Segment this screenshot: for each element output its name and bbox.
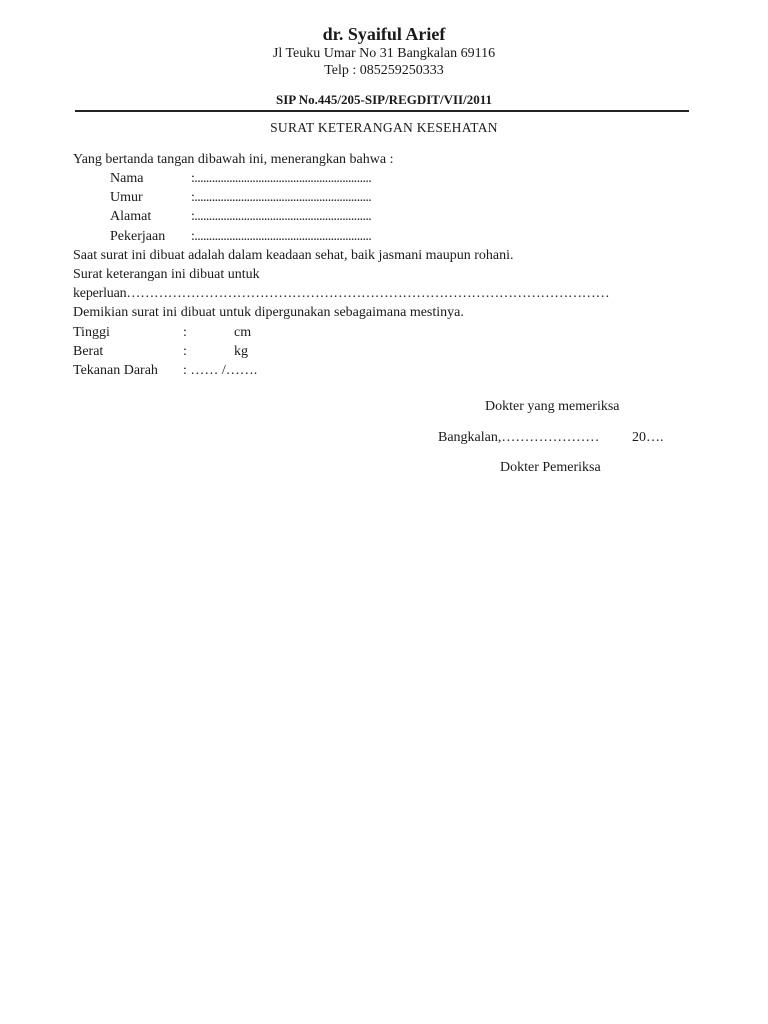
field-label: Umur	[110, 190, 143, 205]
weight-label: Berat	[73, 344, 104, 359]
weight-unit: kg	[234, 344, 248, 359]
signature-title: Dokter Pemeriksa	[500, 460, 601, 475]
field-label: Pekerjaan	[110, 229, 166, 244]
health-statement: Saat surat ini dibuat adalah dalam keadaan sehat, baik jasmani maupun rohani.	[73, 248, 514, 263]
height-unit: cm	[234, 325, 252, 340]
height-label: Tinggi	[73, 325, 110, 340]
bp-blank: : …… /…….	[183, 363, 258, 378]
bp-label: Tekanan Darah	[73, 363, 158, 378]
intro-text: Yang bertanda tangan dibawah ini, menerangkan bahwa :	[73, 152, 394, 167]
license-number: SIP No.445/205-SIP/REGDIT/VII/2011	[276, 92, 492, 107]
field-blank: :.............................................................	[191, 171, 372, 186]
examiner-label: Dokter yang memeriksa	[485, 399, 620, 414]
purpose-text: Surat keterangan ini dibuat untuk	[73, 267, 260, 282]
clinic-address: Jl Teuku Umar No 31 Bangkalan 69116	[272, 46, 496, 61]
field-label: Alamat	[110, 209, 152, 224]
weight-colon: :	[183, 344, 187, 359]
date-place: Bangkalan,…………………	[438, 430, 600, 445]
height-colon: :	[183, 325, 187, 340]
field-label: Nama	[110, 171, 144, 186]
document-title: SURAT KETERANGAN KESEHATAN	[270, 120, 498, 135]
field-blank: :.............................................................	[191, 209, 372, 224]
date-year: 20….	[632, 430, 664, 445]
clinic-phone: Telp : 085259250333	[324, 63, 444, 78]
doctor-name: dr. Syaiful Arief	[322, 24, 446, 44]
purpose-blank: keperluan……………………………………………………………………………………………	[73, 286, 610, 301]
closing-text: Demikian surat ini dibuat untuk dipergunakan sebagaimana mestinya.	[73, 305, 464, 320]
field-blank: :.............................................................	[191, 190, 372, 205]
field-blank: :.............................................................	[191, 229, 372, 244]
header-divider	[75, 110, 689, 112]
